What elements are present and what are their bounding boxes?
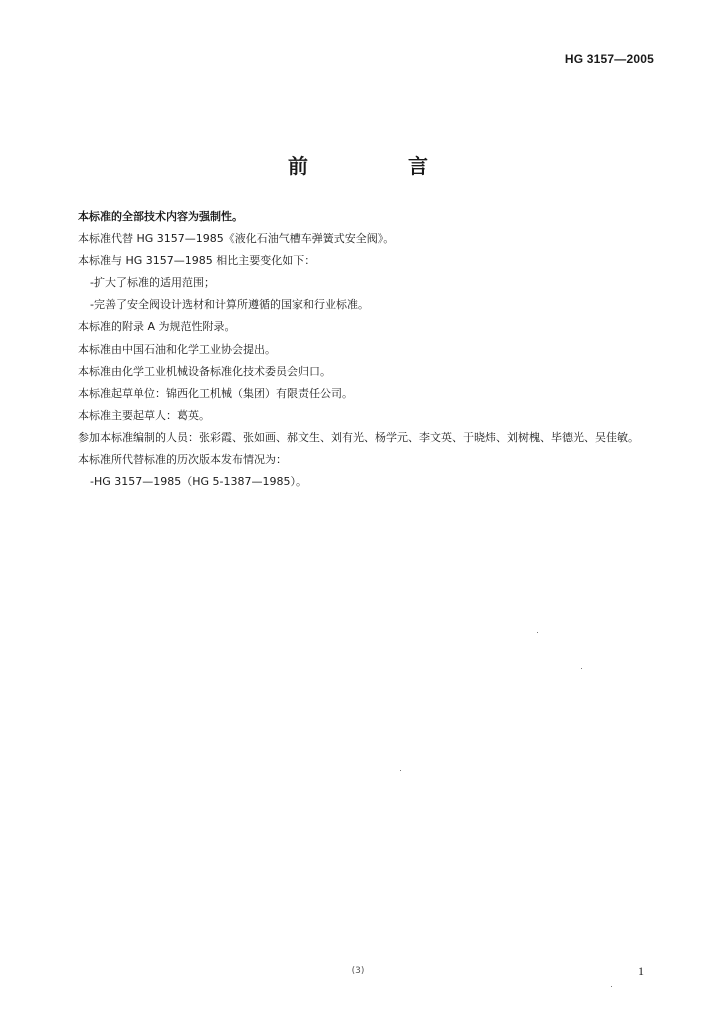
paragraph-technical-committee: 本标准由化学工业机械设备标准化技术委员会归口。 [78, 364, 331, 378]
scan-speck [537, 632, 538, 633]
footer-mark: (3) [351, 966, 365, 976]
paragraph-replaces: 本标准代替 HG 3157—1985《液化石油气槽车弹簧式安全阀》。 [78, 232, 395, 246]
page-title: 前 言 [288, 154, 468, 178]
list-item-change-2: -完善了安全阀设计选材和计算所遵循的国家和行业标准。 [90, 298, 369, 312]
list-item-change-1: -扩大了标准的适用范围； [90, 276, 215, 290]
scan-speck [400, 770, 401, 771]
standard-code: HG 3157—2005 [564, 52, 654, 66]
paragraph-annex: 本标准的附录 A 为规范性附录。 [78, 320, 236, 334]
scan-speck [611, 986, 612, 987]
foreword-body [52, 206, 664, 493]
page-number: 1 [638, 964, 644, 978]
paragraph-mandatory: 本标准的全部技术内容为强制性。 [78, 210, 243, 223]
paragraph-main-drafter: 本标准主要起草人：葛英。 [78, 408, 210, 422]
paragraph-proposed-by: 本标准由中国石油和化学工业协会提出。 [78, 342, 276, 356]
paragraph-changes-intro: 本标准与 HG 3157—1985 相比主要变化如下： [78, 254, 316, 268]
paragraph-history-intro: 本标准所代替标准的历次版本发布情况为： [78, 453, 287, 467]
scan-speck [581, 668, 582, 669]
paragraph-drafting-unit: 本标准起草单位：锦西化工机械（集团）有限责任公司。 [78, 386, 353, 400]
paragraph-participants: 参加本标准编制的人员：张彩霞、张如画、郝文生、刘有光、杨学元、李文英、于晓炜、刘树槐、毕德光、吴佳敏。 [78, 430, 639, 444]
list-item-history: -HG 3157—1985（HG 5-1387—1985）。 [90, 475, 307, 489]
